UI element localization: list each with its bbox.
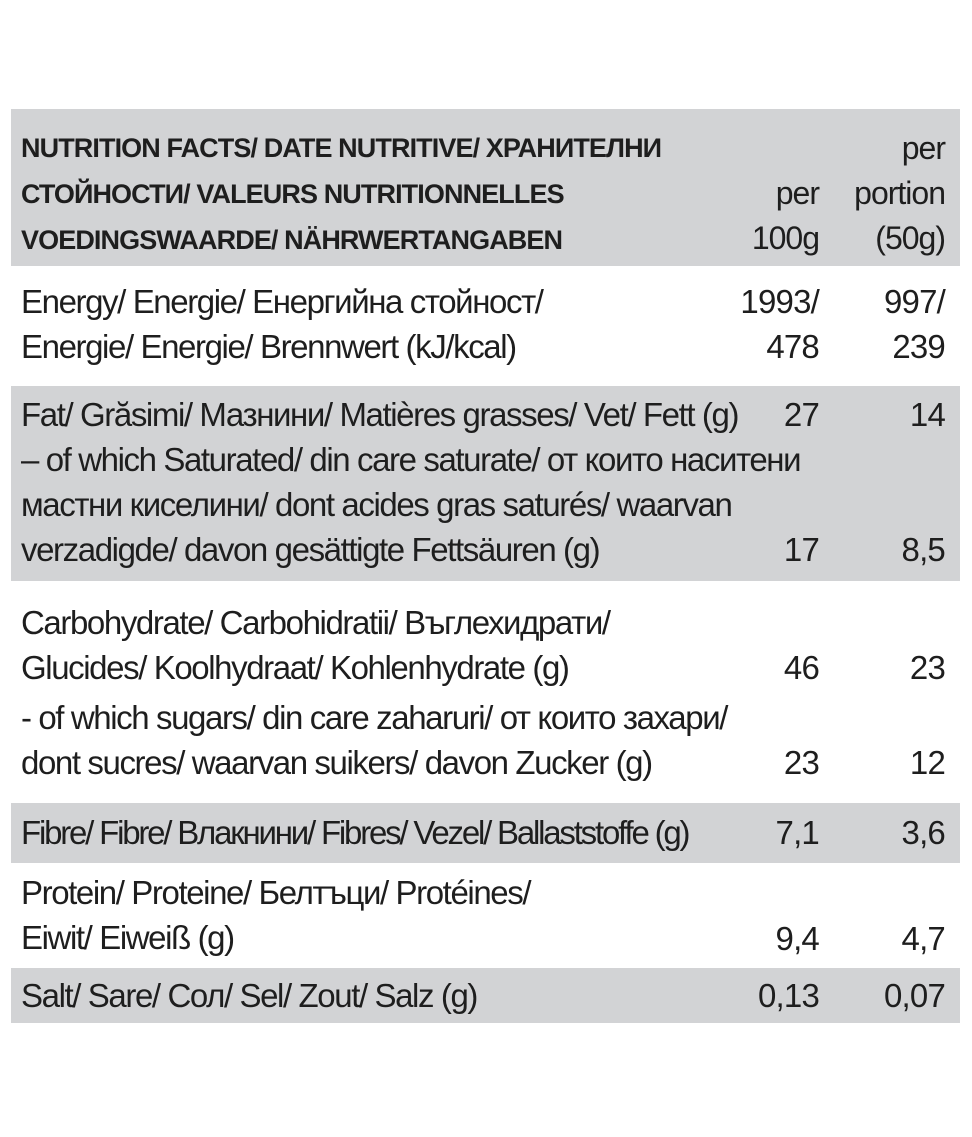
value-per-portion: 0,07 bbox=[883, 977, 945, 1014]
row-carbohydrate bbox=[11, 586, 960, 798]
row-fibre bbox=[11, 803, 960, 863]
header-line: NUTRITION FACTS/ DATE NUTRITIVE/ ХРАНИТЕЛНИ bbox=[21, 133, 662, 163]
value-per-100g: 1993/ bbox=[740, 283, 819, 320]
col-per-100g-label: per bbox=[775, 175, 819, 211]
value-per-portion: 12 bbox=[909, 744, 945, 781]
row-label: Protein/ Proteine/ Белтъци/ Protéines/ Eiwit/ Eiweiß (g) bbox=[21, 874, 531, 956]
row-label: Salt/ Sare/ Сол/ Sel/ Zout/ Salz (g) bbox=[21, 977, 477, 1014]
row-salt bbox=[11, 968, 960, 1023]
col-per-portion-label: (50g) bbox=[875, 220, 945, 256]
nutrition-table bbox=[11, 109, 960, 1023]
row-fat bbox=[11, 386, 960, 581]
col-per-portion-label: per bbox=[901, 130, 945, 166]
col-per-portion-label: portion bbox=[854, 175, 945, 211]
value-per-100g: 0,13 bbox=[757, 977, 819, 1014]
value-per-portion: 239 bbox=[892, 328, 945, 365]
value-per-100g: 478 bbox=[766, 328, 819, 365]
row-protein bbox=[11, 868, 960, 963]
header-line: СТОЙНОСТИ/ VALEURS NUTRITIONNELLES bbox=[21, 179, 564, 209]
row-label: Energy/ Energie/ Енергийна стойност/ Energie/ Energie/ Brennwert (kJ/kcal) bbox=[21, 283, 543, 365]
value-per-100g: 23 bbox=[783, 744, 819, 781]
row-energy bbox=[11, 271, 960, 381]
row-label: Fibre/ Fibre/ Влакнини/ Fibres/ Vezel/ Ballaststoffe (g) bbox=[21, 814, 689, 851]
value-per-100g: 27 bbox=[783, 396, 819, 433]
col-per-100g-label: 100g bbox=[751, 220, 819, 256]
value-per-100g: 9,4 bbox=[775, 920, 819, 957]
header-line: VOEDINGSWAARDE/ NÄHRWERTANGABEN bbox=[21, 225, 563, 255]
table-header bbox=[11, 109, 960, 266]
value-per-portion: 997/ bbox=[883, 283, 945, 320]
header-title bbox=[21, 125, 661, 263]
row-label: Carbohydrate/ Carbohidratii/ Въглехидрати/ Glucides/ Koolhydraat/ Kohlenhydrate (g) - of which sugars/ din care zaharuri/ от които захари/ dont sucres/ waarvan suikers/ davon Zucker (g) bbox=[21, 604, 727, 781]
value-per-portion: 23 bbox=[909, 649, 945, 686]
value-per-portion: 8,5 bbox=[901, 531, 945, 568]
value-per-portion: 14 bbox=[909, 396, 945, 433]
row-label: Fat/ Grăsimi/ Мазнини/ Matières grasses/ Vet/ Fett (g) – of which Saturated/ din care saturate/ от които наситени мастни киселини/ dont acides gras saturés/ waarvan verzadigde/ davon gesättigte Fettsäuren (g) bbox=[21, 396, 801, 568]
value-per-100g: 17 bbox=[783, 531, 819, 568]
value-per-portion: 4,7 bbox=[901, 920, 945, 957]
value-per-portion: 3,6 bbox=[901, 814, 945, 851]
value-per-100g: 7,1 bbox=[775, 814, 819, 851]
value-per-100g: 46 bbox=[783, 649, 819, 686]
